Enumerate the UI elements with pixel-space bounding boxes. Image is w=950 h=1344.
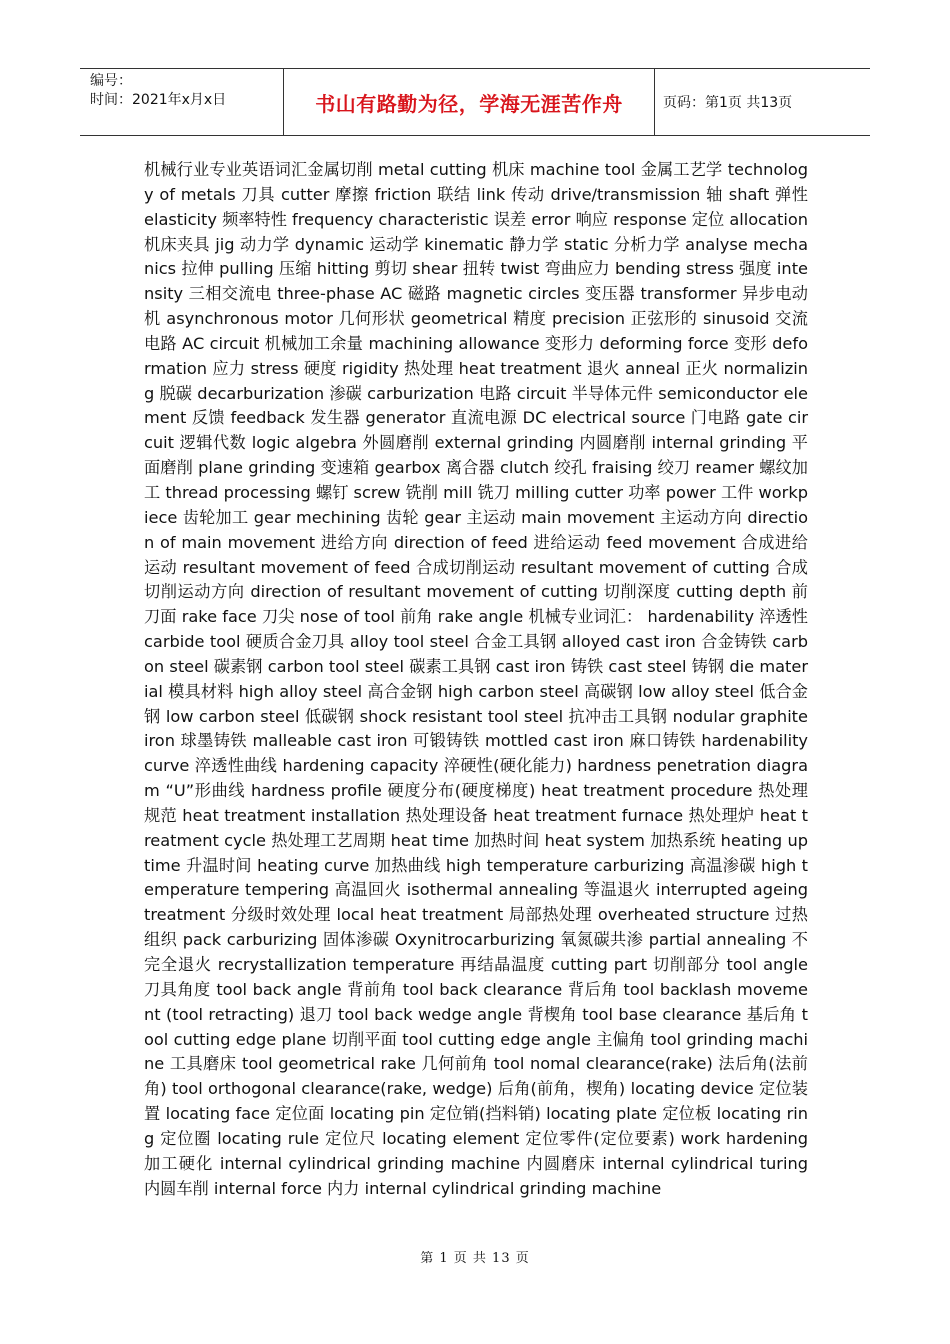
header-page-info: 页码：第1页 共13页 [663,95,793,111]
header-motto-cell [283,69,655,135]
page-footer: 第 1 页 共 13 页 [420,1251,530,1266]
header-meta-cell [80,69,283,135]
document-body-text: 机械行业专业英语词汇金属切削 metal cutting 机床 machine tool 金属工艺学 technology of metals 刀具 cutter 摩擦 friction 联结 link 传动 drive/transmission 轴 shaft 弹性 elasticity 频率特性 frequency characteristic 误差 error 响应 response 定位 allocation 机床夹具 jig 动力学 dynamic 运动学 kinematic 静力学 static 分析力学 analyse mechanics 拉伸 pulling 压缩 hitting 剪切 shear 扭转 twist 弯曲应力 bending stress 强度 intensity 三相交流电 three-phase AC 磁路 magnetic circles 变压器 transformer 异步电动机 asynchronous motor 几何形状 geometrical 精度 precision 正弦形的 sinusoid 交流电路 AC circuit 机械加工余量 machining allowance 变形力 deforming force 变形 deformation 应力 stress 硬度 rigidity 热处理 heat treatment 退火 anneal 正火 normalizing 脱碳 decarburization 渗碳 carburization 电路 circuit 半导体元件 semiconductor element 反馈 feedback 发生器 generator 直流电源 DC electrical source 门电路 gate circuit 逻辑代数 logic algebra 外圆磨削 external grinding 内圆磨削 internal grinding 平面磨削 plane grinding 变速箱 gearbox 离合器 clutch 绞孔 fraising 绞刀 reamer 螺纹加工 thread processing 螺钉 screw 铣削 mill 铣刀 milling cutter 功率 power 工件 workpiece 齿轮加工 gear mechining 齿轮 gear 主运动 main movement 主运动方向 direction of main movement 进给方向 direction of feed 进给运动 feed movement 合成进给运动 resultant movement of feed 合成切削运动 resultant movement of cutting 合成切削运动方向 direction of resultant movement of cutting 切削深度 cutting depth 前刀面 rake face 刀尖 nose of tool 前角 rake angle 机械专业词汇： hardenability 淬透性 carbide tool 硬质合金刀具 alloy tool steel 合金工具钢 alloyed cast iron 合金铸铁 carbon steel 碳素钢 carbon tool steel 碳素工具钢 cast iron 铸铁 cast steel 铸钢 die material 模具材料 high alloy steel 高合金钢 high carbon steel 高碳钢 low alloy steel 低合金钢 low carbon steel 低碳钢 shock resistant tool steel 抗冲击工具钢 nodular graphite iron 球墨铸铁 malleable cast iron 可锻铸铁 mottled cast iron 麻口铸铁 hardenability curve 淬透性曲线 hardening capacity 淬硬性(硬化能力) hardness penetration diagram “U”形曲线 hardness profile 硬度分布(硬度梯度) heat treatment procedure 热处理规范 heat treatment installation 热处理设备 heat treatment furnace 热处理炉 heat treatment cycle 热处理工艺周期 heat time 加热时间 heat system 加热系统 heating up time 升温时间 heating curve 加热曲线 high temperature carburizing 高温渗碳 high temperature tempering 高温回火 isothermal annealing 等温退火 interrupted ageing treatment 分级时效处理 local heat treatment 局部热处理 overheated structure 过热组织 pack carburizing 固体渗碳 Oxynitrocarburizing 氧氮碳共渗 partial annealing 不完全退火 recrystallization temperature 再结晶温度 cutting part 切削部分 tool angle 刀具角度 tool back angle 背前角 tool back clearance 背后角 tool backlash movement (tool retracting) 退刀 tool back wedge angle 背楔角 tool base clearance 基后角 tool cutting edge plane 切削平面 tool cutting edge angle 主偏角 tool grinding machine 工具磨床 tool geometrical rake 几何前角 tool nomal clearance(rake) 法后角(法前角) tool orthogonal clearance(rake, wedge) 后角(前角，楔角) locating device 定位装置 locating face 定位面 locating pin 定位销(挡料销) locating plate 定位板 locating ring 定位圈 locating rule 定位尺 locating element 定位零件(定位要素) work hardening 加工硬化 internal cylindrical grinding machine 内圆磨床 internal cylindrical turing 内圆车削 internal force 内力 internal cylindrical grinding machine [144,160,808,1198]
header-page-cell [655,69,870,135]
document-number-label: 编号： [90,73,132,89]
header-motto: 书山有路勤为径，学海无涯苦作舟 [315,91,623,116]
document-time-label: 时间：2021年x月x日 [90,92,227,108]
header-table [80,68,870,136]
